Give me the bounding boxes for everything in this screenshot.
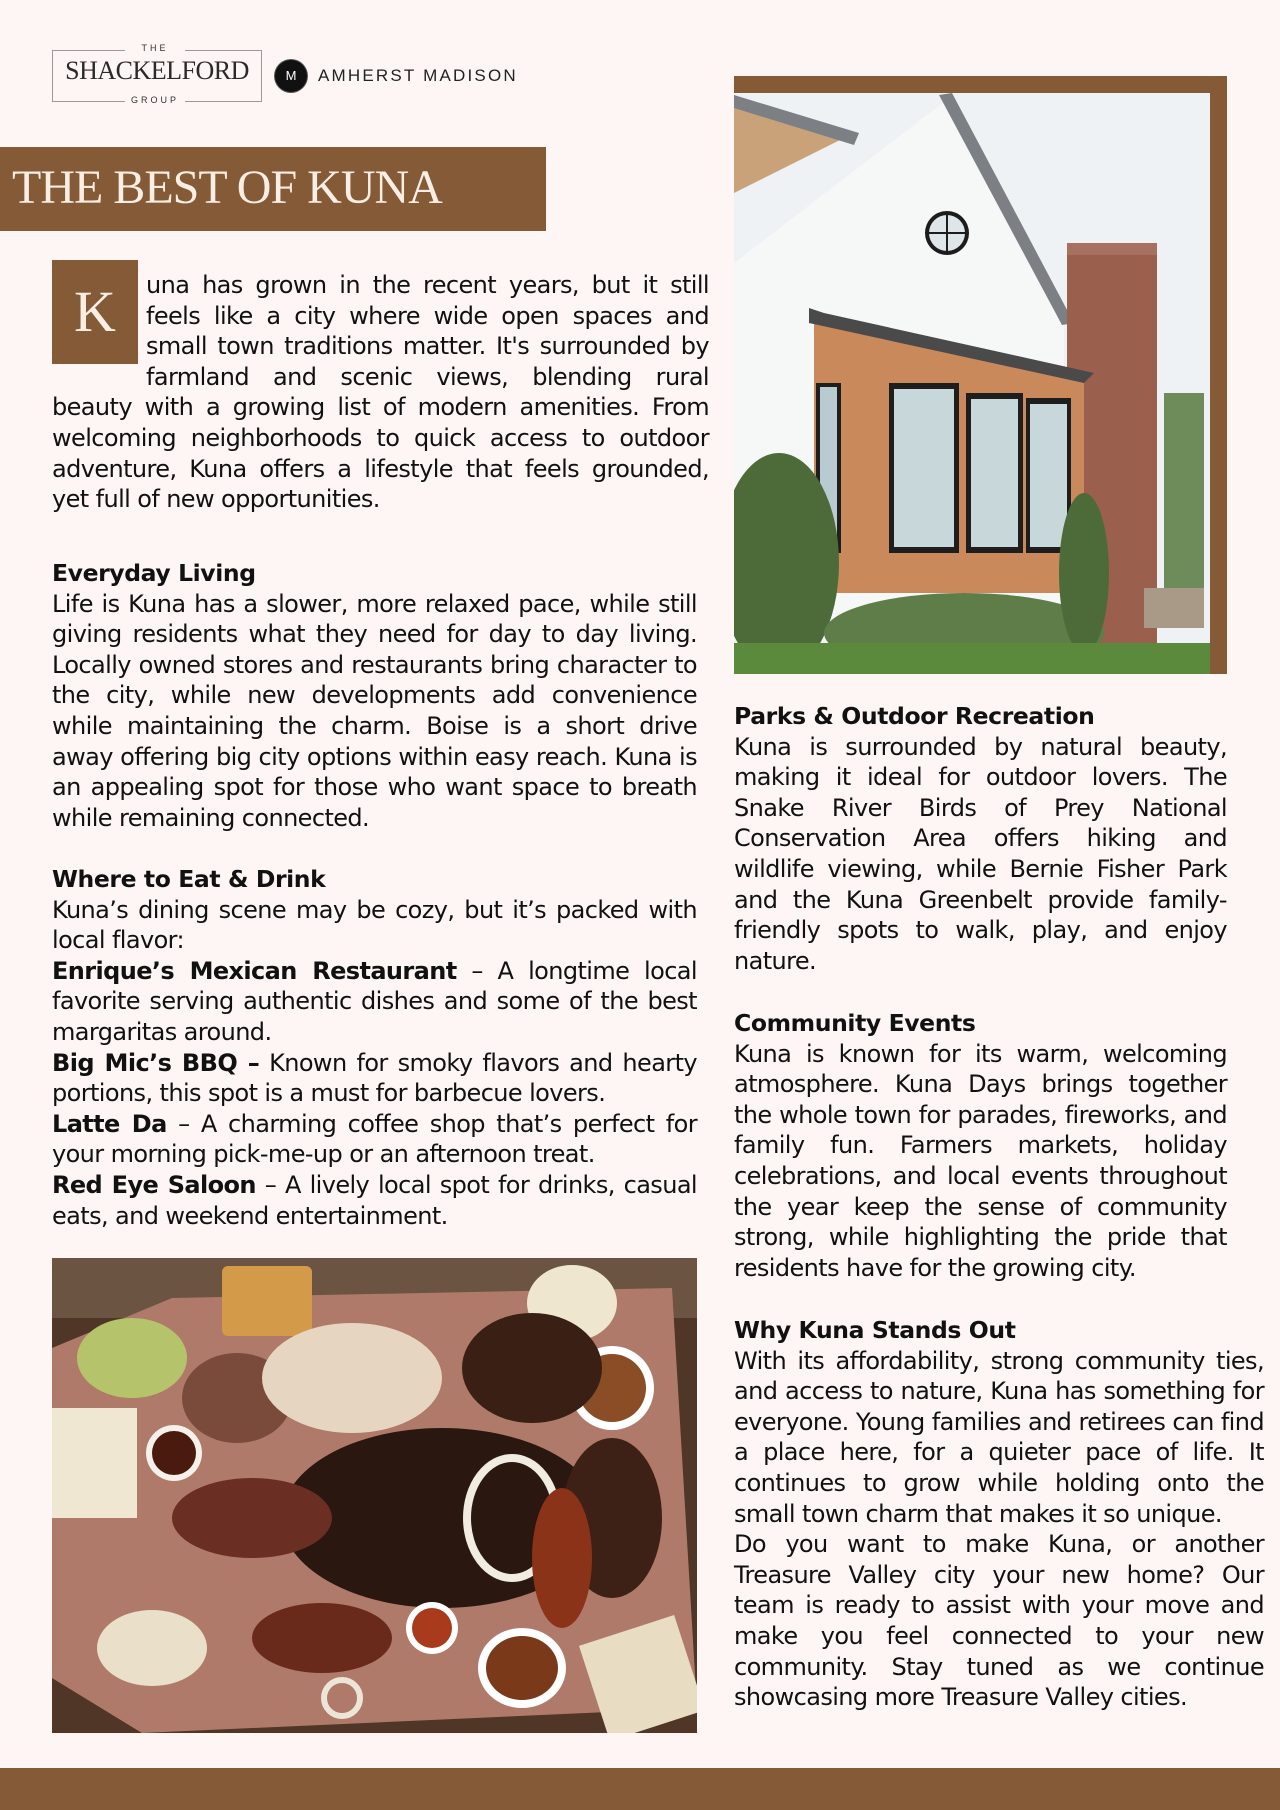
section-community-events	[734, 1008, 1227, 1283]
section-heading: Why Kuna Stands Out	[734, 1316, 1016, 1344]
restaurant-name: Big Mic’s BBQ –	[52, 1048, 260, 1077]
section-heading: Where to Eat & Drink	[52, 865, 326, 893]
page-title: THE BEST OF KUNA	[12, 161, 442, 214]
intro-text: una has grown in the recent years, but it still feels like a city where wide open spaces and small town traditions matter. It's surrounded by farmland and scenic views, blending rural beauty with a growing list of modern amenities. From welcoming neighborhoods to quick access to outdoor adventure, Kuna offers a lifestyle that feels grounded, yet full of new opportunities.	[52, 271, 709, 514]
section-body: Life is Kuna has a slower, more relaxed pace, while still giving residents what they need for day to day living. Locally owned stores and restaurants bring character to the city, while new developments add convenience while maintaining the charm. Boise is a short drive away offering big city options within easy reach. Kuna is an appealing spot for those who want space to breath while remaining connected.	[52, 589, 697, 832]
section-where-to-eat	[52, 864, 697, 1231]
section-heading: Everyday Living	[52, 559, 256, 587]
section-heading: Parks & Outdoor Recreation	[734, 702, 1095, 730]
section-everyday-living	[52, 558, 697, 833]
restaurant-desc: – A longtime local favorite serving authentic dishes and some of the best margaritas around.	[52, 956, 697, 1046]
drop-cap-spacer	[52, 270, 146, 362]
closing-paragraph: Do you want to make Kuna, or another Treasure Valley city your new home? Our team is ready to assist with your move and make you feel connected to your new community. Stay tuned as we continue showcasing more Treasure Valley cities.	[734, 1530, 1264, 1712]
restaurant-name: Latte Da	[52, 1109, 167, 1138]
house-illustration	[734, 93, 1210, 674]
footer-bar	[0, 1768, 1280, 1810]
shackelford-logo-name: SHACKELFORD	[65, 56, 249, 85]
restaurant-name: Red Eye Saloon	[52, 1170, 256, 1199]
restaurant-item	[52, 956, 697, 1048]
section-body: With its affordability, strong community ties, and access to nature, Kuna has something for everyone. Young families and retirees can find a place here, for a quieter pace of life. It continues to grow while holding onto the small town charm that makes it so unique.	[734, 1346, 1264, 1528]
section-body: Kuna is known for its warm, welcoming atmosphere. Kuna Days brings together the whole town for parades, fireworks, and family fun. Farmers markets, holiday celebrations, and local events throughout the year keep the sense of community strong, while highlighting the pride that residents have for the growing city.	[734, 1039, 1227, 1282]
section-why-kuna	[734, 1315, 1264, 1713]
section-parks	[734, 701, 1227, 976]
restaurant-item	[52, 1109, 697, 1170]
house-photo	[734, 93, 1210, 674]
shackelford-logo-the: THE	[125, 43, 185, 53]
drop-cap: K	[52, 260, 138, 364]
restaurant-desc: – A lively local spot for drinks, casual eats, and weekend entertainment.	[52, 1170, 697, 1230]
restaurant-item	[52, 1170, 697, 1231]
restaurant-desc: Known for smoky flavors and hearty portions, this spot is a must for barbecue lovers.	[52, 1048, 697, 1108]
amherst-madison-name: AMHERST MADISON	[318, 66, 518, 85]
restaurant-name: Enrique’s Mexican Restaurant	[52, 956, 457, 985]
section-heading: Community Events	[734, 1009, 976, 1037]
restaurant-desc: – A charming coffee shop that’s perfect for your morning pick-me-up or an afternoon treat.	[52, 1109, 697, 1169]
amherst-madison-logo-icon: M	[275, 60, 307, 92]
bbq-food-illustration	[52, 1258, 697, 1733]
intro-paragraph	[52, 270, 709, 515]
section-intro: Kuna’s dining scene may be cozy, but it’s packed with local flavor:	[52, 895, 697, 955]
bbq-food-photo	[52, 1258, 697, 1733]
restaurant-item	[52, 1048, 697, 1109]
shackelford-logo-group: GROUP	[125, 95, 185, 105]
section-body: Kuna is surrounded by natural beauty, making it ideal for outdoor lovers. The Snake River Birds of Prey National Conservation Area offers hiking and wildlife viewing, while Bernie Fisher Park and the Kuna Greenbelt provide family-friendly spots to walk, play, and enjoy nature.	[734, 732, 1227, 975]
